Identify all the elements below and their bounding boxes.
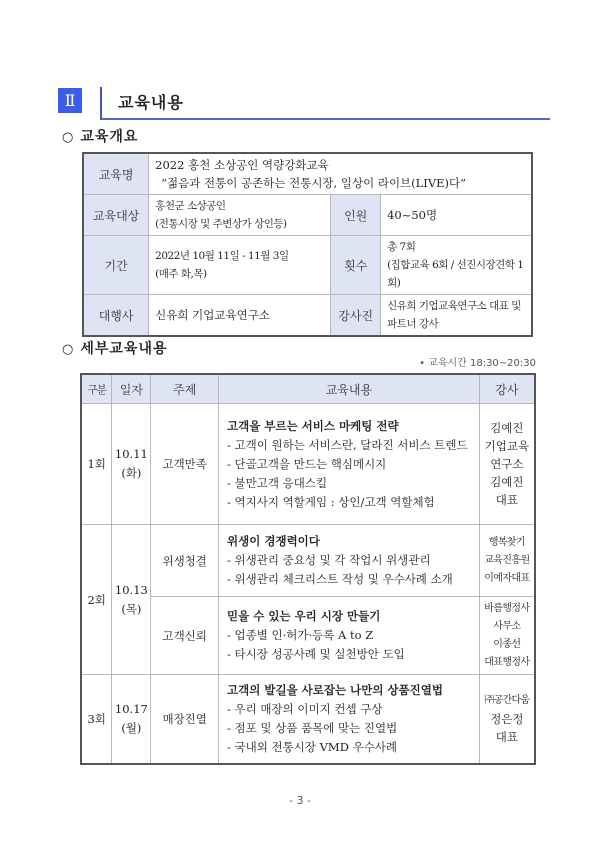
overview-table (82, 152, 533, 337)
detail-heading-text: 세부교육내용 (80, 341, 168, 357)
instructor-line: 교육진흥원 (484, 554, 530, 566)
instructors-line2: 파트너 강사 (387, 318, 439, 330)
circle-bullet-icon: ○ (62, 342, 75, 357)
instructor-cell (479, 597, 535, 675)
value-target (149, 195, 331, 236)
overview-row-agency (83, 295, 532, 337)
value-agency: 신유희 기업교육연구소 (149, 295, 331, 337)
content-item: - 타시장 성공사례 및 실천방안 도입 (227, 647, 405, 661)
date-value: 10.17 (114, 702, 148, 716)
content-item: - 고객이 원하는 서비스란, 달라진 서비스 트렌드 (227, 437, 468, 452)
detail-schedule-table (80, 373, 536, 765)
col-header-content: 교육내용 (219, 374, 480, 404)
instructor-cell (479, 404, 535, 525)
round-cell: 1회 (81, 404, 112, 525)
content-cell (219, 525, 480, 597)
table-row (81, 404, 535, 525)
col-header-round: 구분 (81, 374, 112, 404)
overview-row-period (83, 236, 532, 295)
content-item: - 단골고객을 만드는 핵심메시지 (227, 456, 387, 471)
overview-row-target (83, 195, 532, 236)
content-cell (219, 404, 480, 525)
round-cell: 3회 (81, 675, 112, 765)
course-name-line1: 2022 홍천 소상공인 역량강화교육 (155, 158, 329, 172)
section-header (58, 88, 548, 118)
table-row (81, 525, 535, 597)
label-sessions: 횟수 (331, 236, 381, 295)
label-target: 교육대상 (83, 195, 149, 236)
label-period: 기간 (83, 236, 149, 295)
overview-heading-text: 교육개요 (80, 129, 139, 145)
content-title: 위생이 경쟁력이다 (227, 534, 320, 548)
period-line1: 2022년 10월 11일 - 11월 3일 (155, 250, 289, 262)
value-instructors (381, 295, 532, 337)
instructor-line: 이종선 (493, 638, 521, 650)
topic-cell: 위생청결 (151, 525, 219, 597)
section-title: 교육내용 (118, 93, 184, 112)
instructors-line1: 신유희 기업교육연구소 대표 및 (387, 300, 521, 312)
instructor-line: 김예진 (490, 421, 524, 435)
content-item: - 위생관리 중요성 및 각 작업시 위생관리 (227, 553, 431, 567)
day-value: (목) (121, 601, 142, 616)
circle-bullet-icon: ○ (62, 130, 75, 145)
instructor-line: 바름행정사 (484, 602, 530, 614)
instructor-line: 사무소 (493, 620, 521, 632)
instructor-line: ㈜공간다움 (484, 695, 530, 706)
instructor-cell (479, 525, 535, 597)
section-title-frame (100, 87, 550, 120)
overview-row-name (83, 153, 532, 195)
detail-header-row (81, 374, 535, 404)
instructor-line: 기업교육 (484, 439, 530, 453)
content-cell (219, 597, 480, 675)
content-item: - 역지사지 역할게임 : 상인/고객 역할체험 (227, 494, 435, 509)
instructor-line: 대표 (495, 730, 518, 744)
label-instructors: 강사진 (331, 295, 381, 337)
instructor-cell (479, 675, 535, 765)
col-header-topic: 주제 (151, 374, 219, 404)
content-title: 고객의 발길을 사로잡는 나만의 상품진열법 (227, 683, 443, 697)
sessions-line1: 총 7회 (387, 241, 416, 253)
label-headcount: 인원 (331, 195, 381, 236)
round-cell: 2회 (81, 525, 112, 675)
date-value: 10.13 (114, 582, 148, 597)
section-number-badge: Ⅱ (58, 88, 82, 113)
target-line1: 홍천군 소상공인 (155, 200, 226, 212)
overview-heading (62, 126, 138, 146)
day-value: (월) (121, 721, 142, 735)
topic-cell: 매장진열 (151, 675, 219, 765)
instructor-line: 대표 (495, 493, 518, 507)
instructor-line: 이예자대표 (484, 572, 530, 584)
col-header-date: 일자 (112, 374, 151, 404)
value-course-name (149, 153, 532, 195)
content-item: - 업종별 인·허가·등록 A to Z (227, 628, 374, 642)
value-period (149, 236, 331, 295)
day-value: (화) (121, 466, 142, 480)
date-cell (112, 404, 151, 525)
content-item: - 점포 및 상품 품목에 맞는 진열법 (227, 721, 398, 735)
content-item: - 불만고객 응대스킬 (227, 475, 328, 490)
topic-cell: 고객신뢰 (151, 597, 219, 675)
page-number: - 3 - (289, 794, 311, 807)
sessions-line2: (집합교육 6회 / 선진시장견학 1회) (387, 259, 524, 289)
instructor-line: 연구소 (490, 457, 524, 471)
content-item: - 우리 매장의 이미지 컨셉 구상 (227, 702, 383, 716)
content-cell (219, 675, 480, 765)
content-title: 고객을 부르는 서비스 마케팅 전략 (227, 418, 399, 433)
date-cell (112, 525, 151, 675)
content-title: 믿을 수 있는 우리 시장 만들기 (227, 609, 381, 623)
col-header-instructor: 강사 (479, 374, 535, 404)
instructor-line: 정은정 (490, 712, 524, 726)
date-cell (112, 675, 151, 765)
schedule-time-note: • 교육시간 18:30~20:30 (419, 358, 536, 369)
value-sessions (381, 236, 532, 295)
content-item: - 국내외 전통시장 VMD 우수사례 (227, 740, 398, 754)
instructor-line: 김예진 (490, 475, 524, 489)
content-item: - 위생관리 체크리스트 작성 및 우수사례 소개 (227, 572, 453, 586)
label-agency: 대행사 (83, 295, 149, 337)
target-line2: (전통시장 및 주변상가 상인등) (155, 218, 287, 230)
value-headcount: 40~50명 (381, 195, 532, 236)
topic-cell: 고객만족 (151, 404, 219, 525)
period-line2: (매주 화,목) (155, 268, 207, 280)
detail-heading (62, 338, 168, 358)
table-row (81, 675, 535, 765)
instructor-line: 대표행정사 (484, 656, 530, 668)
course-name-line2: “젊음과 전통이 공존하는 전통시장, 일상이 라이브(LIVE)다” (161, 176, 467, 190)
label-course-name: 교육명 (83, 153, 149, 195)
date-value: 10.11 (114, 447, 148, 461)
instructor-line: 행복찾기 (488, 536, 525, 548)
